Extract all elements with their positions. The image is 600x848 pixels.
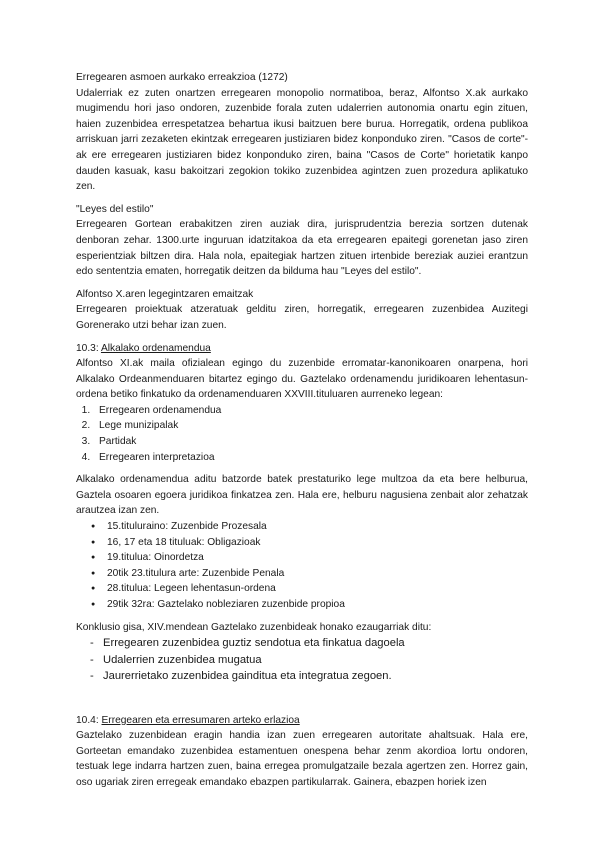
section-number: 10.4:	[76, 714, 99, 726]
section-heading-10-4	[76, 713, 528, 729]
list-item: - Udalerrien zuzenbidea mugatua	[103, 652, 528, 669]
section-body-reaction: Udalerriak ez zuten onartzen erregearen monopolio normatiboa, beraz, Alfontso X.ak aurkako mugimendu hori jaso ondoren, zuzenbide forala zuten udalerrien autonomia onartu egin zituen, haien zuzenbidea errespetatzea behartua ikusi baitzuen bere burua. Horregatik, ordena publikoa arriskuan jarri zezaketen ekintzak erregearen justiziaren bidez konponduko ziren. "Casos de corte"-ak ere erregearen justiziaren bidez konponduko ziren, baina "Casos de Corte" horietatik kanpo dauden kasuak, kasu bakoitzari zegokion tokiko zuzenbidea agintzen zuen prozedura aplikatuko zen.	[76, 87, 528, 193]
section-title-results: Alfontso X.aren legegintzaren emaitzak	[76, 288, 254, 300]
section-title-relation: Erregearen eta erresumaren arteko erlazioa	[101, 714, 300, 726]
priority-order-list	[76, 403, 528, 465]
list-item: ● 15.tituluraino: Zuzenbide Prozesala	[107, 519, 528, 535]
list-item: ● 29tik 32ra: Gaztelako nobleziaren zuzenbide propioa	[107, 597, 528, 613]
section-title-leyes-estilo: "Leyes del estilo"	[76, 203, 154, 215]
section-body-relation: Gaztelako zuzenbidean eragin handia izan zuen erregearen autoritate ahaltsuak. Hala ere, Gorteetan emandako zuzenbidea estamentuen onespena behar zenm akordioa lortu ondoren, testuak lege indarra hartzen zuen, baina erregea promulgatzaile bezala agertzen zen. Horrez gain, oso ugariak ziren erregeak emandako ebazpen partikularrak. Gainera, ebazpen horiek izen	[76, 730, 528, 789]
list-item: - Erregearen zuzenbidea guztiz sendotua eta finkatua dagoela	[103, 635, 528, 652]
list-item: ● 20tik 23.titulura arte: Zuzenbide Penala	[107, 566, 528, 582]
section-title-alkala: Alkalako ordenamendua	[100, 342, 211, 354]
list-item: 2. Lege munizipalak	[93, 418, 528, 434]
conclusion-text: Konklusio gisa, XIV.mendean Gaztelako zuzenbideak honako ezaugarriak ditu:	[76, 621, 432, 633]
section-number: 10.3:	[76, 342, 99, 354]
list-item: 4. Erregearen interpretazioa	[93, 450, 528, 466]
section-body-leyes-estilo: Erregearen Gortean erabakitzen ziren auziak dira, jurisprudentzia berezia sortzen dutenak denboran zehar. 1300.urte inguruan idatzitakoa da eta erregearen epaitegi gorenetan jaso ziren esperientziak biltzen dira. Hala nola, epaitegiak hartzen zituen irtenbide bereziak auziei erantzun edo sententzia ematen, horregatik deitzen da bilduma hau "Leyes del estilo".	[76, 219, 528, 278]
section-heading-10-3	[76, 341, 528, 357]
list-item: ● 28.titulua: Legeen lehentasun-ordena	[107, 581, 528, 597]
section-body-results: Erregearen proiektuak atzeratuak gelditu ziren, horregatik, erregearen zuzenbidea Auzitegi Gorenerako utzi behar izan zuen.	[76, 304, 528, 331]
titles-bullet-list	[76, 519, 528, 613]
section-title-reaction: Erregearen asmoen aurkako erreakzioa (1272)	[76, 72, 288, 83]
document-page	[76, 70, 528, 791]
section-intro-alkala: Alfontso XI.ak maila ofizialean egingo du zuzenbide erromatar-kanonikoaren onarpena, hori Alkalako Ordeanmenduaren bitartez egingo du. Gaztelako ordenamendu juridikoaren lehentasun-ordena betiko finkatuko da ordenamenduaren XXVIII.tituluaren aurreneko legean:	[76, 358, 528, 401]
list-item: 3. Partidak	[93, 434, 528, 450]
list-item: ● 19.titulua: Oinordetza	[107, 550, 528, 566]
conclusion-dash-list	[76, 635, 528, 685]
section-para-alkala-2: Alkalako ordenamendua aditu batzorde batek prestaturiko lege multzoa da eta bere helburua, Gaztela osoaren egoera juridikoa finkatzea zen. Hala ere, helburu nagusiena zenbait alor zehatzak arautzea izan zen.	[76, 474, 528, 517]
list-item: - Jaurerrietako zuzenbidea gainditua eta integratua zegoen.	[103, 668, 528, 685]
list-item: ● 16, 17 eta 18 tituluak: Obligazioak	[107, 535, 528, 551]
list-item: 1. Erregearen ordenamendua	[93, 403, 528, 419]
